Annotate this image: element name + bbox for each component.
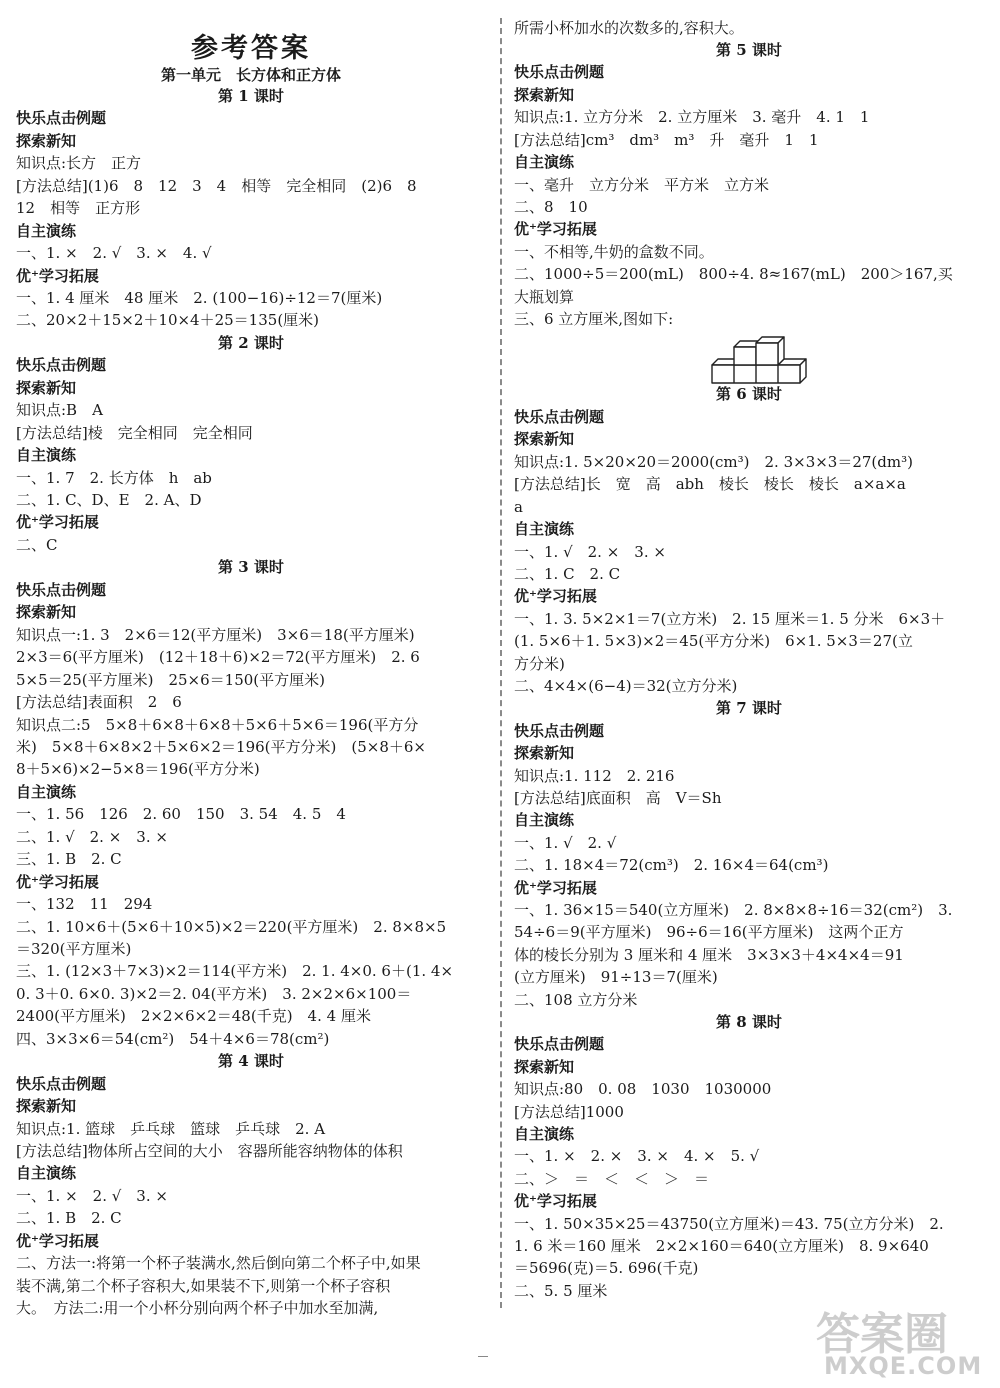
answer-line: [方法总结]cm³ dm³ m³ 升 毫升 1 1 (514, 131, 819, 149)
section-heading: 优⁺学习拓展 (514, 879, 597, 897)
section-heading: 自主演练 (16, 1164, 77, 1182)
section-heading: 探索新知 (16, 132, 77, 150)
answer-line: 三、1. (12×3＋7×3)×2＝114(平方米) 2. 1. 4×0. 6＋(1. 4× (16, 962, 454, 980)
lesson-heading: 第 5 课时 (716, 41, 782, 59)
answer-line: 54÷6＝9(平方厘米) 96÷6＝16(平方厘米) 这两个正方 (514, 923, 904, 941)
answer-line: 一、1. √ 2. √ (514, 834, 617, 852)
answer-line: 一、132 11 294 (16, 895, 153, 913)
answer-line: 二、108 立方分米 (514, 991, 638, 1009)
lesson-heading: 第 4 课时 (218, 1052, 284, 1070)
answer-line: 知识点:1. 立方分米 2. 立方厘米 3. 毫升 4. 1 1 (514, 108, 870, 126)
section-heading: 探索新知 (514, 86, 575, 104)
section-heading: 快乐点击例题 (514, 1035, 605, 1053)
answer-line: 一、1. 56 126 2. 60 150 3. 54 4. 5 4 (16, 805, 346, 823)
answer-line: 知识点一:1. 3 2×6＝12(平方厘米) 3×6＝18(平方厘米) (16, 626, 415, 644)
watermark (806, 1298, 996, 1384)
answer-line: 0. 3＋0. 6×0. 3)×2＝2. 04(平方米) 3. 2×2×6×100＝ (16, 985, 412, 1003)
answer-line: [方法总结]底面积 高 V＝Sh (514, 789, 722, 807)
answer-line: (立方厘米) 91÷13＝7(厘米) (514, 968, 718, 986)
answer-line: 一、1. √ 2. × 3. × (514, 543, 666, 561)
section-heading: 优⁺学习拓展 (16, 873, 99, 891)
answer-line: 二、8 10 (514, 198, 588, 216)
watermark-main: 答案圈 (816, 1309, 948, 1360)
answer-line: 一、1. × 2. √ 3. × (16, 1187, 168, 1205)
answer-line: 知识点:B A (16, 401, 103, 419)
watermark-site: MXQE.COM (824, 1352, 983, 1380)
answer-line: 1. 6 米＝160 厘米 2×2×160＝640(立方厘米) 8. 9×640 (514, 1237, 929, 1255)
section-heading: 优⁺学习拓展 (514, 1192, 597, 1210)
section-heading: 自主演练 (514, 520, 575, 538)
answer-line: 二、1. B 2. C (16, 1209, 122, 1227)
section-heading: 自主演练 (16, 446, 77, 464)
answer-line: 二、1. 10×6＋(5×6＋10×5)×2＝220(平方厘米) 2. 8×8×5 (16, 918, 447, 936)
answer-line: 二、4×4×(6−4)＝32(立方分米) (514, 677, 738, 695)
answer-line: 一、1. 50×35×25＝43750(立方厘米)＝43. 75(立方分米) 2. (514, 1215, 944, 1233)
answer-line: 二、1. √ 2. × 3. × (16, 828, 168, 846)
section-heading: 优⁺学习拓展 (514, 587, 597, 605)
answer-line: ＝5696(克)＝5. 696(千克) (514, 1259, 699, 1277)
column-divider (500, 18, 502, 1308)
answer-line: 知识点:长方 正方 (16, 154, 142, 172)
answer-line: 二、5. 5 厘米 (514, 1282, 608, 1300)
section-heading: 自主演练 (16, 783, 77, 801)
answer-line: 一、不相等,牛奶的盒数不同。 (514, 243, 714, 261)
section-heading: 探索新知 (16, 379, 77, 397)
section-heading: 快乐点击例题 (16, 581, 107, 599)
answer-line: (1. 5×6＋1. 5×3)×2＝45(平方分米) 6×1. 5×3＝27(立 (514, 632, 913, 650)
lesson-heading: 第 2 课时 (218, 334, 284, 352)
page-footer-mark (478, 1356, 488, 1357)
right-column (514, 0, 984, 1388)
answer-line: [方法总结]1000 (514, 1103, 624, 1121)
section-heading: 探索新知 (514, 744, 575, 762)
unit-title: 第一单元 长方体和正方体 (160, 66, 341, 84)
section-heading: 快乐点击例题 (16, 356, 107, 374)
answer-line: [方法总结]棱 完全相同 完全相同 (16, 424, 253, 442)
section-heading: 优⁺学习拓展 (16, 513, 99, 531)
answer-line: 米) 5×8＋6×8×2＋5×6×2＝196(平方分米) (5×8＋6× (16, 738, 426, 756)
answer-line: [方法总结]表面积 2 6 (16, 693, 182, 711)
answer-line: 一、毫升 立方分米 平方米 立方米 (514, 176, 770, 194)
answer-line: 8＋5×6)×2−5×8＝196(平方分米) (16, 760, 260, 778)
answer-line: 一、1. 36×15＝540(立方厘米) 2. 8×8×8÷16＝32(cm²) 3. (514, 901, 953, 919)
section-heading: 自主演练 (514, 153, 575, 171)
answer-line: 一、1. × 2. × 3. × 4. × 5. √ (514, 1147, 760, 1165)
answer-line: 知识点:80 0. 08 1030 1030000 (514, 1080, 772, 1098)
answer-line: [方法总结]物体所占空间的大小 容器所能容纳物体的体积 (16, 1142, 403, 1160)
section-heading: 自主演练 (514, 1125, 575, 1143)
answer-line: 体的棱长分别为 3 厘米和 4 厘米 3×3×3＋4×4×4＝91 (514, 946, 904, 964)
section-heading: 快乐点击例题 (16, 1075, 107, 1093)
answer-line: 二、C (16, 536, 58, 554)
answer-line: a (514, 498, 523, 516)
answer-line: 一、1. 7 2. 长方体 h ab (16, 469, 212, 487)
section-heading: 探索新知 (16, 1097, 77, 1115)
section-heading: 自主演练 (514, 811, 575, 829)
answer-line: 二、1. 18×4＝72(cm³) 2. 16×4＝64(cm³) (514, 856, 829, 874)
answer-line: 所需小杯加水的次数多的,容积大。 (514, 19, 744, 37)
lesson-heading: 第 7 课时 (716, 699, 782, 717)
answer-line: [方法总结](1)6 8 12 3 4 相等 完全相同 (2)6 8 (16, 177, 417, 195)
lesson-heading: 第 3 课时 (218, 558, 284, 576)
answer-line: 二、＞ ＝ ＜ ＜ ＞ ＝ (514, 1170, 710, 1188)
answer-line: 一、1. × 2. √ 3. × 4. √ (16, 244, 212, 262)
answer-line: 二、20×2＋15×2＋10×4＋25＝135(厘米) (16, 311, 320, 329)
answer-line: 知识点:1. 112 2. 216 (514, 767, 675, 785)
section-heading: 快乐点击例题 (514, 722, 605, 740)
section-heading: 优⁺学习拓展 (16, 1232, 99, 1250)
section-heading: 快乐点击例题 (16, 109, 107, 127)
answer-line: 2×3＝6(平方厘米) (12＋18＋6)×2＝72(平方厘米) 2. 6 (16, 648, 420, 666)
answer-line: 大瓶划算 (514, 288, 575, 306)
section-heading: 探索新知 (16, 603, 77, 621)
answer-line: 二、1000÷5＝200(mL) 800÷4. 8≈167(mL) 200＞167,买 (514, 265, 953, 283)
answer-line: 方分米) (514, 655, 565, 673)
lesson-heading: 第 1 课时 (218, 87, 284, 105)
answer-line: 装不满,第二个杯子容积大,如果装不下,则第一个杯子容积 (16, 1277, 391, 1295)
answer-line: 知识点:1. 5×20×20＝2000(cm³) 2. 3×3×3＝27(dm³) (514, 453, 913, 471)
answer-line: [方法总结]长 宽 高 abh 棱长 棱长 棱长 a×a×a (514, 475, 906, 493)
page-title: 参考答案 (191, 33, 311, 64)
answer-line: 2400(平方厘米) 2×2×6×2＝48(千克) 4. 4 厘米 (16, 1007, 371, 1025)
cube-figure (710, 333, 820, 385)
answer-line: ＝320(平方厘米) (16, 940, 132, 958)
answer-line: 大。 方法二:用一个小杯分别向两个杯子中加水至加满, (16, 1299, 379, 1317)
lesson-heading: 第 8 课时 (716, 1013, 782, 1031)
answer-line: 一、1. 4 厘米 48 厘米 2. (100−16)÷12＝7(厘米) (16, 289, 383, 307)
answer-line: 二、方法一:将第一个杯子装满水,然后倒向第二个杯子中,如果 (16, 1254, 421, 1272)
answer-line: 三、6 立方厘米,图如下: (514, 310, 674, 328)
section-heading: 快乐点击例题 (514, 63, 605, 81)
answer-line: 12 相等 正方形 (16, 199, 141, 217)
answer-line: 知识点:1. 篮球 乒乓球 篮球 乒乓球 2. A (16, 1120, 326, 1138)
answer-line: 三、1. B 2. C (16, 850, 122, 868)
answer-line: 一、1. 3. 5×2×1＝7(立方米) 2. 15 厘米＝1. 5 分米 6×3＋ (514, 610, 946, 628)
section-heading: 自主演练 (16, 222, 77, 240)
answer-line: 知识点二:5 5×8＋6×8＋6×8＋5×6＋5×6＝196(平方分 (16, 716, 419, 734)
left-column (16, 0, 486, 1388)
section-heading: 优⁺学习拓展 (514, 220, 597, 238)
section-heading: 优⁺学习拓展 (16, 267, 99, 285)
answer-line: 二、1. C、D、E 2. A、D (16, 491, 202, 509)
answer-line: 四、3×3×6＝54(cm²) 54＋4×6＝78(cm²) (16, 1030, 330, 1048)
section-heading: 探索新知 (514, 430, 575, 448)
section-heading: 快乐点击例题 (514, 408, 605, 426)
answer-line: 5×5＝25(平方厘米) 25×6＝150(平方厘米) (16, 671, 325, 689)
section-heading: 探索新知 (514, 1058, 575, 1076)
lesson-heading: 第 6 课时 (716, 385, 782, 403)
answer-line: 二、1. C 2. C (514, 565, 621, 583)
